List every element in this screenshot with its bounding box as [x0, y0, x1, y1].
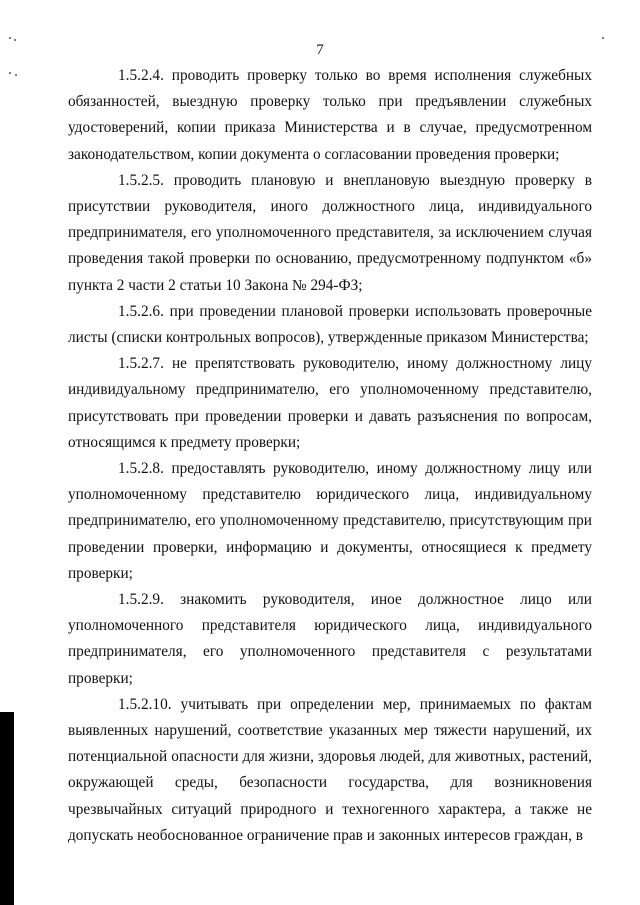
paragraph-1-5-2-10: 1.5.2.10. учитывать при определении мер, принимаемых по фактам выявленных нарушений, соответствие указанных мер тяжести нарушений, их потенциальной опасности для жизни, здоровья людей, для животных, растений, окружающей среды, безопасности государства, для возникновения чрезвычайных ситуаций природного и техногенного характера, а также не допускать необоснованное ограничение прав и законных интересов граждан, в [68, 695, 592, 844]
scan-speck [9, 72, 11, 74]
paragraph-1-5-2-4: 1.5.2.4. проводить проверку только во время исполнения служебных обязанностей, выездную проверку только при предъявлении служебных удостоверений, копии приказа Министерства и в случае, предусмотренном законодательством, копии документа о согласовании проведения проверки; [68, 67, 592, 163]
scan-speck [602, 37, 604, 39]
paragraph-1-5-2-7: 1.5.2.7. не препятствовать руководителю, иному должностному лицу индивидуальному предпринимателю, его уполномоченному представителю, присутствовать при проведении проверки и давать разъяснения по вопросам, относящимся к предмету проверки; [68, 355, 592, 451]
scan-speck [9, 37, 11, 39]
paragraph-1-5-2-6: 1.5.2.6. при проведении плановой проверки использовать проверочные листы (списки контрольных вопросов), утвержденные приказом Министерства; [68, 302, 592, 347]
paragraph-1-5-2-9: 1.5.2.9. знакомить руководителя, иное должностное лицо или уполномоченного представителя юридического лица, индивидуального предпринимателя, его уполномоченного представителя с результатами проверки; [68, 591, 592, 687]
scan-edge-shadow [0, 712, 14, 905]
scan-speck [14, 39, 16, 41]
paragraph-1-5-2-5: 1.5.2.5. проводить плановую и внеплановую выездную проверку в присутствии руководителя, иного должностного лица, индивидуального предпринимателя, его уполномоченного представителя, за исключением случая проведения такой проверки по основанию, предусмотренному подпунктом «б» пункта 2 части 2 статьи 10 Закона № 294-ФЗ; [68, 171, 592, 294]
paragraph-1-5-2-8: 1.5.2.8. предоставлять руководителю, иному должностному лицу или уполномоченному представителю юридического лица, индивидуальному предпринимателю, его уполномоченному представителю, присутствующим при проведении проверки, информацию и документы, относящиеся к предмету проверки; [68, 460, 592, 582]
scan-speck [15, 74, 17, 76]
page-number: 7 [316, 42, 324, 58]
document-body [68, 63, 592, 849]
